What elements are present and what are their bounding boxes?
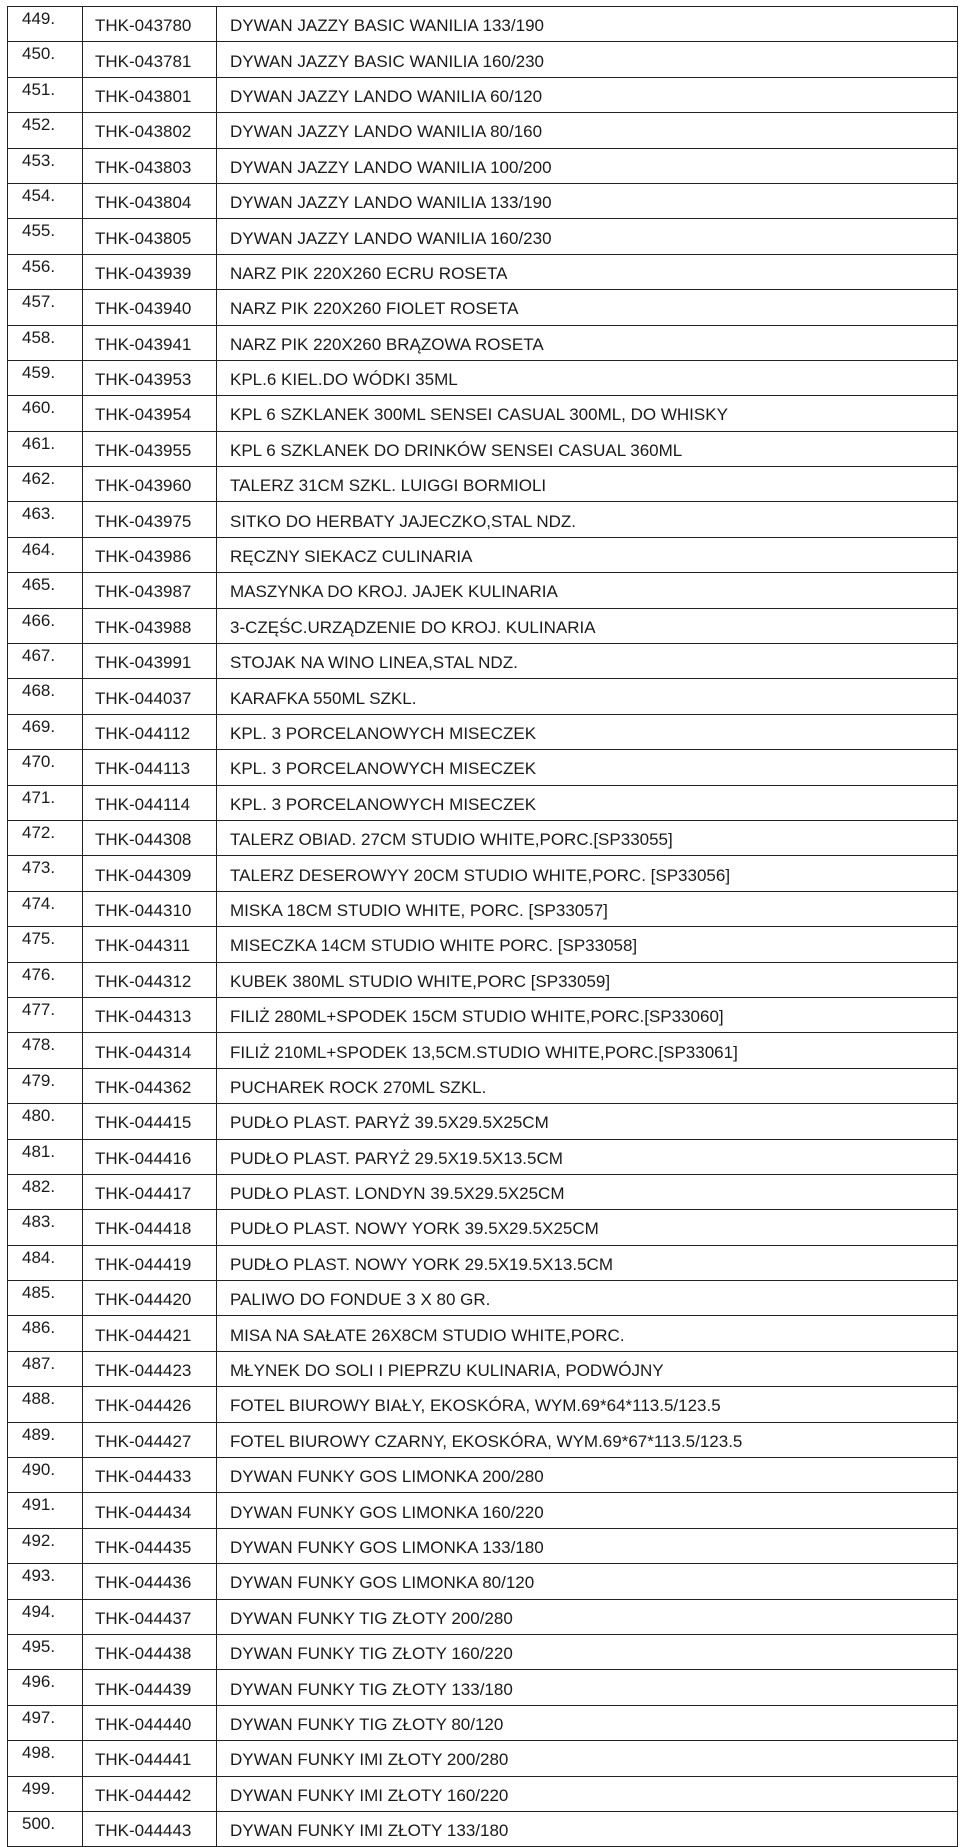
product-code: THK-044427 [83, 1422, 217, 1457]
product-code: THK-043781 [83, 42, 217, 77]
table-row [8, 1316, 958, 1351]
product-description: KPL. 3 PORCELANOWYCH MISECZEK [217, 785, 958, 820]
product-code: THK-044416 [83, 1139, 217, 1174]
table-row [8, 219, 958, 254]
product-code: THK-044362 [83, 1068, 217, 1103]
table-row [8, 608, 958, 643]
product-code: THK-044438 [83, 1634, 217, 1669]
product-description: MISA NA SAŁATE 26X8CM STUDIO WHITE,PORC. [217, 1316, 958, 1351]
product-description: DYWAN FUNKY IMI ZŁOTY 160/220 [217, 1776, 958, 1811]
row-number: 485. [8, 1281, 83, 1316]
table-row [8, 1776, 958, 1811]
table-row [8, 785, 958, 820]
product-code: THK-043991 [83, 644, 217, 679]
table-row [8, 1174, 958, 1209]
table-row [8, 1634, 958, 1669]
table-row [8, 1210, 958, 1245]
row-number: 473. [8, 856, 83, 891]
table-row [8, 573, 958, 608]
table-row [8, 537, 958, 572]
product-description: MISECZKA 14CM STUDIO WHITE PORC. [SP33058] [217, 927, 958, 962]
product-code: THK-044313 [83, 997, 217, 1032]
product-code: THK-044112 [83, 714, 217, 749]
product-code: THK-044415 [83, 1104, 217, 1139]
product-code: THK-044310 [83, 891, 217, 926]
row-number: 465. [8, 573, 83, 608]
product-description: MISKA 18CM STUDIO WHITE, PORC. [SP33057] [217, 891, 958, 926]
product-code: THK-044417 [83, 1174, 217, 1209]
row-number: 453. [8, 148, 83, 183]
product-code: THK-044418 [83, 1210, 217, 1245]
row-number: 488. [8, 1387, 83, 1422]
product-description: NARZ PIK 220X260 ECRU ROSETA [217, 254, 958, 289]
product-description: DYWAN JAZZY LANDO WANILIA 80/160 [217, 113, 958, 148]
row-number: 462. [8, 467, 83, 502]
product-description: KPL. 3 PORCELANOWYCH MISECZEK [217, 714, 958, 749]
product-description: FOTEL BIUROWY CZARNY, EKOSKÓRA, WYM.69*67*113.5/123.5 [217, 1422, 958, 1457]
table-row [8, 42, 958, 77]
product-code: THK-044309 [83, 856, 217, 891]
product-description: KPL.6 KIEL.DO WÓDKI 35ML [217, 360, 958, 395]
product-code: THK-044114 [83, 785, 217, 820]
row-number: 484. [8, 1245, 83, 1280]
product-description: NARZ PIK 220X260 FIOLET ROSETA [217, 290, 958, 325]
table-row [8, 1705, 958, 1740]
product-table-body [8, 7, 958, 1847]
product-description: NARZ PIK 220X260 BRĄZOWA ROSETA [217, 325, 958, 360]
table-row [8, 113, 958, 148]
product-code: THK-043802 [83, 113, 217, 148]
product-code: THK-043805 [83, 219, 217, 254]
product-description: KPL 6 SZKLANEK 300ML SENSEI CASUAL 300ML, DO WHISKY [217, 396, 958, 431]
product-code: THK-044419 [83, 1245, 217, 1280]
product-description: DYWAN JAZZY BASIC WANILIA 160/230 [217, 42, 958, 77]
table-row [8, 856, 958, 891]
row-number: 460. [8, 396, 83, 431]
table-row [8, 1670, 958, 1705]
table-row [8, 1351, 958, 1386]
table-row [8, 1493, 958, 1528]
row-number: 455. [8, 219, 83, 254]
product-description: PUDŁO PLAST. NOWY YORK 39.5X29.5X25CM [217, 1210, 958, 1245]
product-code: THK-044443 [83, 1811, 217, 1846]
product-description: KUBEK 380ML STUDIO WHITE,PORC [SP33059] [217, 962, 958, 997]
row-number: 479. [8, 1068, 83, 1103]
table-row [8, 183, 958, 218]
product-code: THK-043953 [83, 360, 217, 395]
row-number: 452. [8, 113, 83, 148]
row-number: 466. [8, 608, 83, 643]
product-description: DYWAN FUNKY TIG ZŁOTY 200/280 [217, 1599, 958, 1634]
table-row [8, 502, 958, 537]
product-code: THK-043780 [83, 7, 217, 42]
product-code: THK-044312 [83, 962, 217, 997]
table-row [8, 77, 958, 112]
table-row [8, 644, 958, 679]
row-number: 471. [8, 785, 83, 820]
product-description: DYWAN FUNKY GOS LIMONKA 200/280 [217, 1458, 958, 1493]
product-code: THK-044434 [83, 1493, 217, 1528]
product-code: THK-043986 [83, 537, 217, 572]
product-code: THK-044423 [83, 1351, 217, 1386]
product-description: DYWAN FUNKY GOS LIMONKA 160/220 [217, 1493, 958, 1528]
product-description: DYWAN FUNKY TIG ZŁOTY 80/120 [217, 1705, 958, 1740]
table-row [8, 1811, 958, 1846]
table-row [8, 1245, 958, 1280]
product-description: DYWAN JAZZY LANDO WANILIA 100/200 [217, 148, 958, 183]
product-description: RĘCZNY SIEKACZ CULINARIA [217, 537, 958, 572]
table-row [8, 290, 958, 325]
product-code: THK-043960 [83, 467, 217, 502]
row-number: 490. [8, 1458, 83, 1493]
product-code: THK-043954 [83, 396, 217, 431]
product-description: PUDŁO PLAST. PARYŻ 29.5X19.5X13.5CM [217, 1139, 958, 1174]
product-description: DYWAN JAZZY LANDO WANILIA 133/190 [217, 183, 958, 218]
product-code: THK-044442 [83, 1776, 217, 1811]
row-number: 464. [8, 537, 83, 572]
row-number: 493. [8, 1564, 83, 1599]
row-number: 499. [8, 1776, 83, 1811]
product-code: THK-044426 [83, 1387, 217, 1422]
table-row [8, 1458, 958, 1493]
product-code: THK-043941 [83, 325, 217, 360]
product-description: FOTEL BIUROWY BIAŁY, EKOSKÓRA, WYM.69*64*113.5/123.5 [217, 1387, 958, 1422]
row-number: 483. [8, 1210, 83, 1245]
product-description: FILIŻ 280ML+SPODEK 15CM STUDIO WHITE,PORC.[SP33060] [217, 997, 958, 1032]
product-description: TALERZ OBIAD. 27CM STUDIO WHITE,PORC.[SP33055] [217, 820, 958, 855]
row-number: 449. [8, 7, 83, 42]
row-number: 482. [8, 1174, 83, 1209]
product-description: PUDŁO PLAST. PARYŻ 39.5X29.5X25CM [217, 1104, 958, 1139]
product-description: DYWAN JAZZY BASIC WANILIA 133/190 [217, 7, 958, 42]
row-number: 472. [8, 820, 83, 855]
product-code: THK-043988 [83, 608, 217, 643]
row-number: 477. [8, 997, 83, 1032]
product-code: THK-044435 [83, 1528, 217, 1563]
table-row [8, 750, 958, 785]
row-number: 468. [8, 679, 83, 714]
table-row [8, 927, 958, 962]
row-number: 461. [8, 431, 83, 466]
product-code: THK-044311 [83, 927, 217, 962]
row-number: 456. [8, 254, 83, 289]
table-row [8, 1387, 958, 1422]
table-row [8, 431, 958, 466]
table-row [8, 997, 958, 1032]
product-description: DYWAN JAZZY LANDO WANILIA 60/120 [217, 77, 958, 112]
product-description: KARAFKA 550ML SZKL. [217, 679, 958, 714]
product-code: THK-044436 [83, 1564, 217, 1599]
table-row [8, 360, 958, 395]
row-number: 469. [8, 714, 83, 749]
row-number: 480. [8, 1104, 83, 1139]
product-code: THK-044441 [83, 1741, 217, 1776]
product-description: KPL 6 SZKLANEK DO DRINKÓW SENSEI CASUAL 360ML [217, 431, 958, 466]
table-row [8, 891, 958, 926]
product-description: PUDŁO PLAST. LONDYN 39.5X29.5X25CM [217, 1174, 958, 1209]
row-number: 476. [8, 962, 83, 997]
product-code: THK-044420 [83, 1281, 217, 1316]
row-number: 470. [8, 750, 83, 785]
table-row [8, 1281, 958, 1316]
row-number: 475. [8, 927, 83, 962]
product-description: DYWAN FUNKY IMI ZŁOTY 200/280 [217, 1741, 958, 1776]
table-row [8, 467, 958, 502]
row-number: 463. [8, 502, 83, 537]
product-description: DYWAN FUNKY TIG ZŁOTY 160/220 [217, 1634, 958, 1669]
product-description: PALIWO DO FONDUE 3 X 80 GR. [217, 1281, 958, 1316]
row-number: 459. [8, 360, 83, 395]
product-description: TALERZ 31CM SZKL. LUIGGI BORMIOLI [217, 467, 958, 502]
product-code: THK-044113 [83, 750, 217, 785]
row-number: 474. [8, 891, 83, 926]
product-description: MŁYNEK DO SOLI I PIEPRZU KULINARIA, PODWÓJNY [217, 1351, 958, 1386]
row-number: 457. [8, 290, 83, 325]
table-row [8, 962, 958, 997]
table-row [8, 148, 958, 183]
row-number: 450. [8, 42, 83, 77]
product-code: THK-044439 [83, 1670, 217, 1705]
table-row [8, 1033, 958, 1068]
row-number: 498. [8, 1741, 83, 1776]
row-number: 487. [8, 1351, 83, 1386]
table-row [8, 1104, 958, 1139]
table-row [8, 1564, 958, 1599]
product-code: THK-044421 [83, 1316, 217, 1351]
product-description: KPL. 3 PORCELANOWYCH MISECZEK [217, 750, 958, 785]
row-number: 495. [8, 1634, 83, 1669]
product-code: THK-044314 [83, 1033, 217, 1068]
product-description: DYWAN FUNKY GOS LIMONKA 133/180 [217, 1528, 958, 1563]
row-number: 486. [8, 1316, 83, 1351]
row-number: 497. [8, 1705, 83, 1740]
row-number: 491. [8, 1493, 83, 1528]
product-code: THK-043955 [83, 431, 217, 466]
table-row [8, 1528, 958, 1563]
row-number: 492. [8, 1528, 83, 1563]
product-description: SITKO DO HERBATY JAJECZKO,STAL NDZ. [217, 502, 958, 537]
product-table [7, 6, 958, 1847]
product-code: THK-043803 [83, 148, 217, 183]
table-row [8, 820, 958, 855]
table-row [8, 1599, 958, 1634]
product-code: THK-043801 [83, 77, 217, 112]
product-description: FILIŻ 210ML+SPODEK 13,5CM.STUDIO WHITE,PORC.[SP33061] [217, 1033, 958, 1068]
table-row [8, 1068, 958, 1103]
table-row [8, 1422, 958, 1457]
product-code: THK-044037 [83, 679, 217, 714]
row-number: 481. [8, 1139, 83, 1174]
product-description: DYWAN FUNKY GOS LIMONKA 80/120 [217, 1564, 958, 1599]
row-number: 478. [8, 1033, 83, 1068]
table-row [8, 325, 958, 360]
table-row [8, 714, 958, 749]
product-description: DYWAN FUNKY TIG ZŁOTY 133/180 [217, 1670, 958, 1705]
product-code: THK-044433 [83, 1458, 217, 1493]
row-number: 451. [8, 77, 83, 112]
product-code: THK-043939 [83, 254, 217, 289]
product-description: STOJAK NA WINO LINEA,STAL NDZ. [217, 644, 958, 679]
table-row [8, 396, 958, 431]
product-description: PUDŁO PLAST. NOWY YORK 29.5X19.5X13.5CM [217, 1245, 958, 1280]
product-description: PUCHAREK ROCK 270ML SZKL. [217, 1068, 958, 1103]
product-code: THK-043987 [83, 573, 217, 608]
product-code: THK-043940 [83, 290, 217, 325]
row-number: 467. [8, 644, 83, 679]
row-number: 489. [8, 1422, 83, 1457]
product-code: THK-043975 [83, 502, 217, 537]
table-row [8, 254, 958, 289]
table-row [8, 679, 958, 714]
product-description: MASZYNKA DO KROJ. JAJEK KULINARIA [217, 573, 958, 608]
product-code: THK-044437 [83, 1599, 217, 1634]
product-description: DYWAN FUNKY IMI ZŁOTY 133/180 [217, 1811, 958, 1846]
row-number: 454. [8, 183, 83, 218]
product-code: THK-043804 [83, 183, 217, 218]
product-description: 3-CZĘŚC.URZĄDZENIE DO KROJ. KULINARIA [217, 608, 958, 643]
table-row [8, 7, 958, 42]
row-number: 496. [8, 1670, 83, 1705]
table-row [8, 1741, 958, 1776]
product-description: DYWAN JAZZY LANDO WANILIA 160/230 [217, 219, 958, 254]
row-number: 500. [8, 1811, 83, 1846]
product-description: TALERZ DESEROWYY 20CM STUDIO WHITE,PORC. [SP33056] [217, 856, 958, 891]
product-code: THK-044308 [83, 820, 217, 855]
row-number: 458. [8, 325, 83, 360]
row-number: 494. [8, 1599, 83, 1634]
table-row [8, 1139, 958, 1174]
product-code: THK-044440 [83, 1705, 217, 1740]
